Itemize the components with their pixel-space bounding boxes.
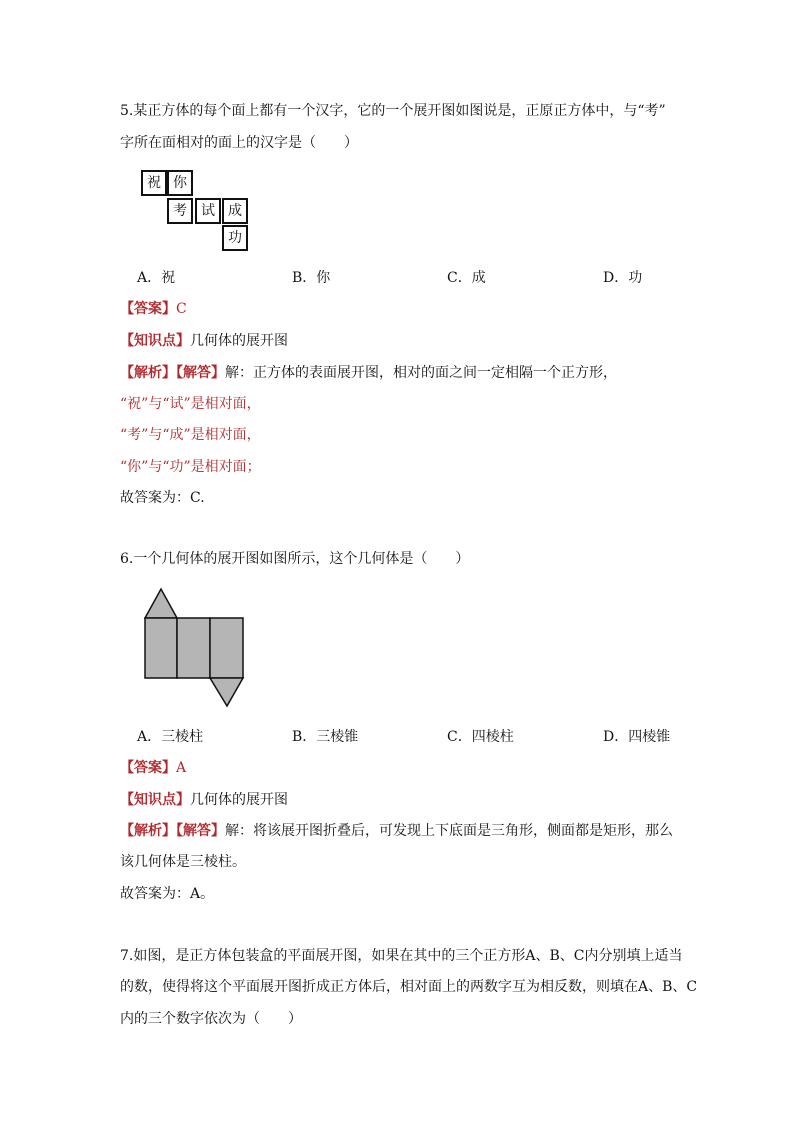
net-cell-shi: 试 xyxy=(195,198,221,224)
q6-stem: 6.一个几何体的展开图如图所示，这个几何体是（ ） xyxy=(120,551,470,567)
q7-stem-line3: 内的三个数字依次为（ ） xyxy=(120,1011,302,1027)
answer-value: A xyxy=(176,760,187,776)
q6-choice-b: B．三棱锥 xyxy=(292,729,359,745)
q5-stem-line1: 5.某正方体的每个面上都有一个汉字，它的一个展开图如图说是，正原正方体中，与“考” xyxy=(120,103,666,119)
knowledge-label: 【知识点】 xyxy=(120,792,190,808)
q5-analysis-line1: “祝”与“试”是相对面， xyxy=(120,396,261,412)
q6-knowledge xyxy=(120,790,288,810)
q6-choice-d: D．四棱锥 xyxy=(603,729,671,745)
analysis-text: 解：将该展开图折叠后，可发现上下底面是三角形，侧面都是矩形，那么 xyxy=(225,823,673,839)
q5-analysis xyxy=(120,363,617,383)
net-cell-gong: 功 xyxy=(222,225,248,251)
q6-prism-net xyxy=(142,586,252,711)
q5-analysis-line3: “你”与“功”是相对面； xyxy=(120,459,261,475)
q5-knowledge xyxy=(120,331,288,351)
q6-answer xyxy=(120,758,186,778)
net-cell-kao: 考 xyxy=(167,198,193,224)
net-cell-cheng: 成 xyxy=(222,198,248,224)
q6-conclusion: 故答案为：A。 xyxy=(120,886,215,902)
side-face-middle xyxy=(177,618,210,678)
knowledge-label: 【知识点】 xyxy=(120,333,190,349)
analysis-label: 【解析】【解答】 xyxy=(120,365,225,381)
analysis-text: 解：正方体的表面展开图，相对的面之间一定相隔一个正方形， xyxy=(225,365,617,381)
side-face-right xyxy=(210,618,243,678)
q7-stem-line1: 7.如图，是正方体包装盒的平面展开图，如果在其中的三个正方形A、B、C内分别填上适当 xyxy=(120,948,683,964)
knowledge-value: 几何体的展开图 xyxy=(190,333,288,349)
q6-choice-a: A．三棱柱 xyxy=(137,729,204,745)
q5-stem-line2: 字所在面相对的面上的汉字是（ ） xyxy=(120,135,358,151)
q7-stem-line2: 的数，使得将这个平面展开图折成正方体后，相对面上的两数字互为相反数，则填在A、B、C xyxy=(120,979,698,995)
q5-conclusion: 故答案为：C. xyxy=(120,490,205,506)
q5-choice-a: A．祝 xyxy=(137,270,176,286)
q5-analysis-line2: “考”与“成”是相对面， xyxy=(120,427,261,443)
answer-label: 【答案】 xyxy=(120,301,176,317)
q5-choice-c: C．成 xyxy=(447,270,486,286)
q6-choice-c: C．四棱柱 xyxy=(447,729,514,745)
knowledge-value: 几何体的展开图 xyxy=(190,792,288,808)
q5-answer xyxy=(120,299,187,319)
answer-label: 【答案】 xyxy=(120,760,176,776)
top-triangle-face xyxy=(145,589,177,618)
q5-choice-d: D．功 xyxy=(603,270,643,286)
bottom-triangle-face xyxy=(210,678,243,706)
net-cell-zhu: 祝 xyxy=(141,170,167,196)
answer-value: C xyxy=(176,301,187,317)
net-cell-ni: 你 xyxy=(167,170,193,196)
side-face-left xyxy=(145,618,177,678)
q6-analysis-line2: 该几何体是三棱柱。 xyxy=(120,854,246,870)
q5-choice-b: B．你 xyxy=(292,270,331,286)
analysis-label: 【解析】【解答】 xyxy=(120,823,225,839)
q6-analysis xyxy=(120,821,673,841)
